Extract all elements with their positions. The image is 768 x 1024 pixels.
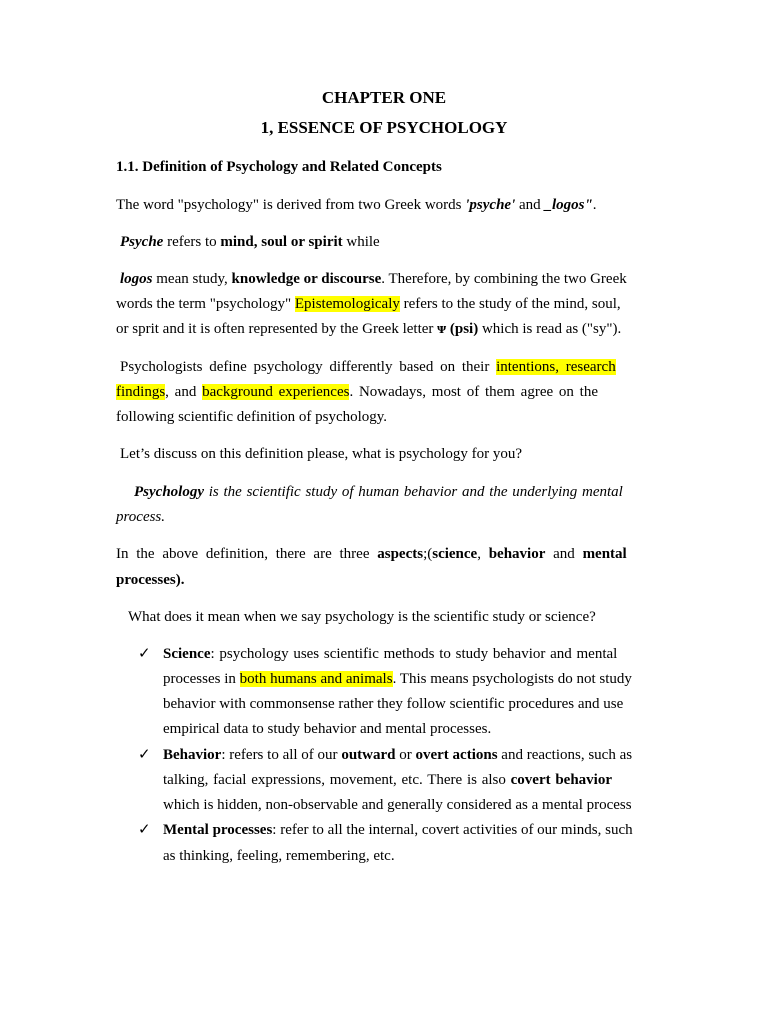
text: or sprit and it is often represented by the Greek letter [116,321,438,337]
aspects-line2: processes). [116,572,185,588]
term-psychology: Psychology [134,484,204,500]
text: while [342,234,380,250]
text: and [545,546,583,562]
text: , [477,546,489,562]
text: is the scientific study of human behavior and the underlying mental [203,484,623,500]
bullet-mental-line1 [163,820,633,840]
bullet-term: Science [163,646,211,662]
text: processes in [163,671,240,687]
text: : psychology uses scientific methods to study behavior and mental [210,646,618,662]
bullet-behavior-line2 [163,770,612,790]
highlight: Epistemologicaly [294,296,400,312]
text: refers to the study of the mind, soul, [399,296,621,312]
text: mean study, [152,271,232,287]
chapter-title: 1, ESSENCE OF PSYCHOLOGY [260,118,508,137]
paragraph-logos-line3 [116,319,621,339]
text: or [395,747,416,763]
psi-letter: ᴪ (psi) [437,321,479,337]
text: ;( [423,546,433,562]
science-question: What does it mean when we say psychology is the scientific study or science? [128,609,596,625]
text: words the term "psychology" [116,296,295,312]
bold-text: overt actions [415,747,498,763]
text: and reactions, such as [497,747,633,763]
bold-text: covert behavior [510,772,613,788]
term-logos: _logos" [544,197,593,213]
paragraph-definitions-line2 [116,382,598,402]
bold-text: outward [341,747,396,763]
bullet-term: Mental processes [163,822,273,838]
highlight: both humans and animals [239,671,393,687]
aspects-line1 [116,544,627,564]
text: . Nowadays, most of them agree on the [349,384,598,400]
bullet-term: Behavior [163,747,222,763]
section-heading: 1.1. Definition of Psychology and Related Concepts [116,159,442,175]
highlight: background experiences [202,384,350,400]
checkmark-icon: ✓ [138,646,151,662]
term-psyche: 'psyche' [465,197,516,213]
paragraph-psyche [120,232,380,252]
bullet-science-line3: behavior with commonsense rather they follow scientific procedures and use [163,696,624,712]
text: . [592,197,597,213]
paragraph-definitions-line1 [120,357,616,377]
text: which is read as ("sy"). [478,321,622,337]
paragraph-logos-line2 [116,294,621,314]
term-logos: logos [120,271,153,287]
text: In the above definition, there are three [116,546,378,562]
bullet-behavior-line1 [163,745,632,765]
bold-text: aspects [377,546,424,562]
highlight: intentions, research [496,359,616,375]
text: , and [165,384,203,400]
discussion-prompt: Let’s discuss on this definition please, what is psychology for you? [120,446,523,462]
term-psyche: Psyche [120,234,164,250]
bold-text: mental [582,546,627,562]
checkmark-icon: ✓ [138,747,151,763]
bold-text: mind, soul or spirit [220,234,343,250]
bullet-mental-line2: as thinking, feeling, remembering, etc. [163,848,395,864]
text: : refer to all the internal, covert activities of our minds, such [272,822,633,838]
text: refers to [163,234,221,250]
highlight: findings [116,384,166,400]
text: The word "psychology" is derived from two Greek words [116,197,466,213]
bold-text: knowledge or discourse [231,271,382,287]
definition-line2: process. [116,509,166,525]
bullet-science-line2 [163,669,632,689]
paragraph-definitions-line3: following scientific definition of psychology. [116,409,388,425]
text: : refers to all of our [221,747,342,763]
chapter-heading: CHAPTER ONE [321,88,447,107]
bullet-science-line1 [163,644,617,664]
text: talking, facial expressions, movement, etc. There is also [163,772,511,788]
text: and [515,197,545,213]
bullet-science-line4: empirical data to study behavior and mental processes. [163,721,492,737]
bold-text: science [432,546,478,562]
paragraph-greek-origin [116,195,597,215]
checkmark-icon: ✓ [138,822,151,838]
bold-text: behavior [488,546,546,562]
definition-line1 [134,482,623,502]
bullet-behavior-line3: which is hidden, non-observable and generally considered as a mental process [163,797,632,813]
text: Psychologists define psychology differently based on their [120,359,497,375]
text: . This means psychologists do not study [392,671,632,687]
paragraph-logos-line1 [120,269,651,289]
text: . Therefore, by combining the two Greek [381,271,627,287]
